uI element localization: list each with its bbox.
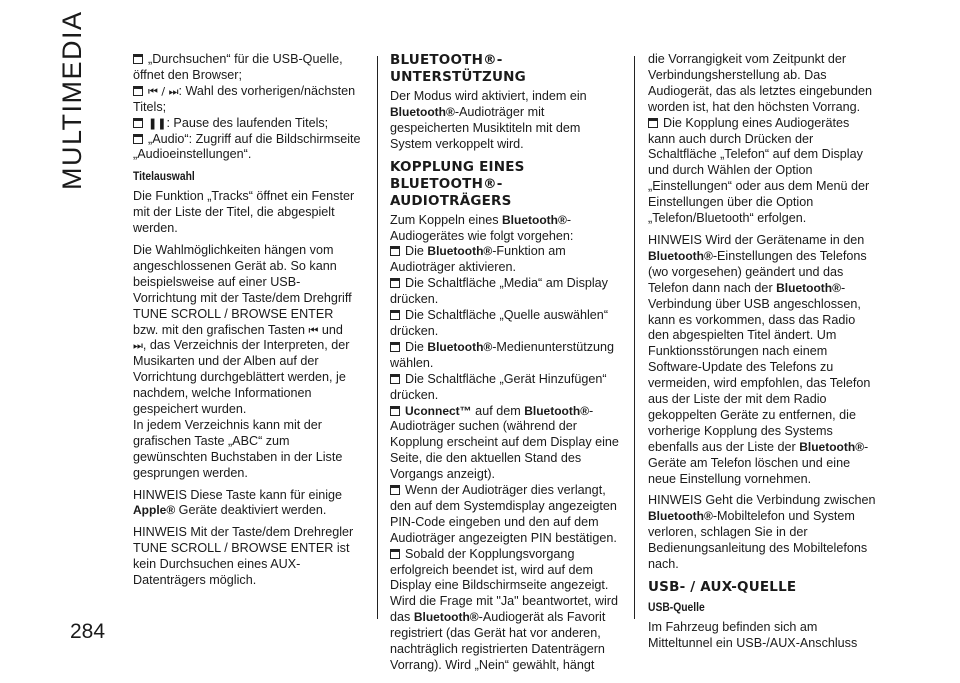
bullet-icon <box>390 549 400 559</box>
pause-icon: ❚❚ <box>148 116 167 130</box>
section-heading: USB- / AUX-QUELLE <box>648 579 797 595</box>
paragraph: die Vorrangigkeit vom Zeitpunkt der Verbindungsherstellung ab. Das Audiogerät, das als letztes eingebunden worden ist, hat den höchsten Vorrang. <box>648 52 873 114</box>
bullet-icon <box>390 485 400 495</box>
bullet-icon <box>390 310 400 320</box>
list-item: „Audio“: Zugriff auf die Bildschirmseite „Audioeinstellungen“. <box>133 131 361 162</box>
list-item: Die Bluetooth®-Funktion am Audioträger aktivieren. <box>390 244 566 275</box>
bullet-icon <box>390 406 400 416</box>
list-item: ⏮ / ⏭: Wahl des vorherigen/nächsten Titels; <box>133 83 356 114</box>
list-item: Wenn der Audioträger dies verlangt, den auf dem Systemdisplay angezeigten PIN-Code eingeben und den auf dem Audioträger angezeigten PIN bestätigen. <box>390 483 617 545</box>
section-heading: BLUETOOTH®-UNTERSTÜTZUNG <box>390 52 526 85</box>
bullet-icon <box>133 134 143 144</box>
note: HINWEIS Diese Taste kann für einige Apple® Geräte deaktiviert werden. <box>133 487 343 518</box>
bullet-icon <box>133 118 143 128</box>
bullet-icon <box>648 118 658 128</box>
paragraph: Zum Koppeln eines Bluetooth®-Audiogerätes wie folgt vorgehen: <box>390 212 574 243</box>
paragraph: Der Modus wird aktiviert, indem ein Bluetooth®-Audioträger mit gespeicherten Musiktiteln mit dem System verkoppelt wird. <box>390 89 587 151</box>
subheading: Titelauswahl <box>133 169 195 184</box>
paragraph: In jedem Verzeichnis kann mit der grafischen Taste „ABC“ zum gewünschten Buchstaben in der Liste gesprungen werden. <box>133 417 343 480</box>
paragraph: Im Fahrzeug befinden sich am Mitteltunnel ein USB-/AUX-Anschluss <box>648 619 858 650</box>
list-item: Die Schaltfläche „Gerät Hinzufügen“ drücken. <box>390 371 607 402</box>
note: HINWEIS Wird der Gerätename in den Bluetooth®-Einstellungen des Telefons (wo vorgesehen) geändert und das Telefon dann nach der Bluetooth®-Verbindung über USB angeschlossen, kann es vorkommen, dass das Radio den abgespielten Titel ändert. Um Funktionsstörungen nach einem Software-Update des Telefons zu vermeiden, wird empfohlen, das Telefon aus der Liste der mit dem Radio gekoppelten Geräte zu entfernen, die vorherige Kopplung des Systems ebenfalls aus der Liste der Bluetooth®-Geräte am Telefon löschen und eine neue Einstellung vornehmen. <box>648 232 871 486</box>
list-item: Die Bluetooth®-Medienunterstützung wählen. <box>390 339 615 370</box>
list-item: Uconnect™ auf dem Bluetooth®-Audioträger suchen (während der Kopplung erscheint auf dem Display eine Seite, die den aktuellen Stand des Vorgangs anzeigt). <box>390 403 619 482</box>
paragraph: Die Wahlmöglichkeiten hängen vom angeschlossenen Gerät ab. So kann beispielsweise auf einer USB-Vorrichtung mit der Taste/dem Drehgriff TUNE SCROLL / BROWSE ENTER bzw. mit den grafischen Tasten ⏮ und ⏭, das Verzeichnis der Interpreten, der Musikarten und der Alben auf der Vorrichtung durchgeblättert werden, je nachdem, welche Informationen gespeichert wurden. <box>133 242 352 417</box>
page-number: 284 <box>70 620 106 643</box>
prev-icon: ⏮ <box>308 323 319 337</box>
list-item: ❚❚: Pause des laufenden Titels; <box>133 116 361 132</box>
column-3 <box>648 52 878 658</box>
note: HINWEIS Mit der Taste/dem Drehregler TUNE SCROLL / BROWSE ENTER ist kein Durchsuchen eines AUX-Datenträgers möglich. <box>133 525 354 588</box>
subheading: USB-Quelle <box>648 600 705 614</box>
bullet-icon <box>390 374 400 384</box>
bullet-icon <box>390 278 400 288</box>
next-icon: ⏭ <box>133 339 143 353</box>
note: HINWEIS Geht die Verbindung zwischen Bluetooth®-Mobiltelefon und System verloren, schlagen Sie in der Bedienungsanleitung des Mobiltelefons nach. <box>648 493 876 572</box>
column-1 <box>133 52 361 595</box>
bullet-icon <box>390 246 400 256</box>
prev-next-icon: ⏮ / ⏭ <box>148 84 179 98</box>
list-item: Sobald der Kopplungsvorgang erfolgreich beendet ist, wird auf dem Display eine Bildschirmseite angezeigt. Wird die Frage mit "Ja" beantwortet, wird das Bluetooth®-Audiogerät als Favorit registriert (das Gerät hat vor anderen, nachträglich registrierten Datenträgern Vorrang). Wird „Nein“ gewählt, hängt <box>390 546 619 672</box>
bullet-icon <box>133 86 143 96</box>
section-title: MULTIMEDIA <box>57 10 87 190</box>
list-item: Die Schaltfläche „Media“ am Display drücken. <box>390 276 608 307</box>
section-heading: KOPPLUNG EINES BLUETOOTH®-AUDIOTRÄGERS <box>390 158 525 209</box>
column-divider <box>634 56 635 619</box>
list-item: Die Schaltfläche „Quelle auswählen“ drücken. <box>390 308 609 338</box>
column-divider <box>377 56 378 619</box>
list-item: „Durchsuchen“ für die USB-Quelle, öffnet den Browser; <box>133 52 343 82</box>
bullet-icon <box>133 54 143 64</box>
bullet-icon <box>390 342 400 352</box>
list-item: Die Kopplung eines Audiogerätes kann auch durch Drücken der Schaltfläche „Telefon“ auf dem Display und durch Wählen der Option „Einstellungen“ oder aus dem Menü der Einstellungen über die Option „Telefon/Bluetooth“ erfolgen. <box>648 115 870 226</box>
column-2 <box>390 52 622 674</box>
paragraph: Die Funktion „Tracks“ öffnet ein Fenster mit der Liste der Titel, die abgespielt werden. <box>133 189 355 236</box>
